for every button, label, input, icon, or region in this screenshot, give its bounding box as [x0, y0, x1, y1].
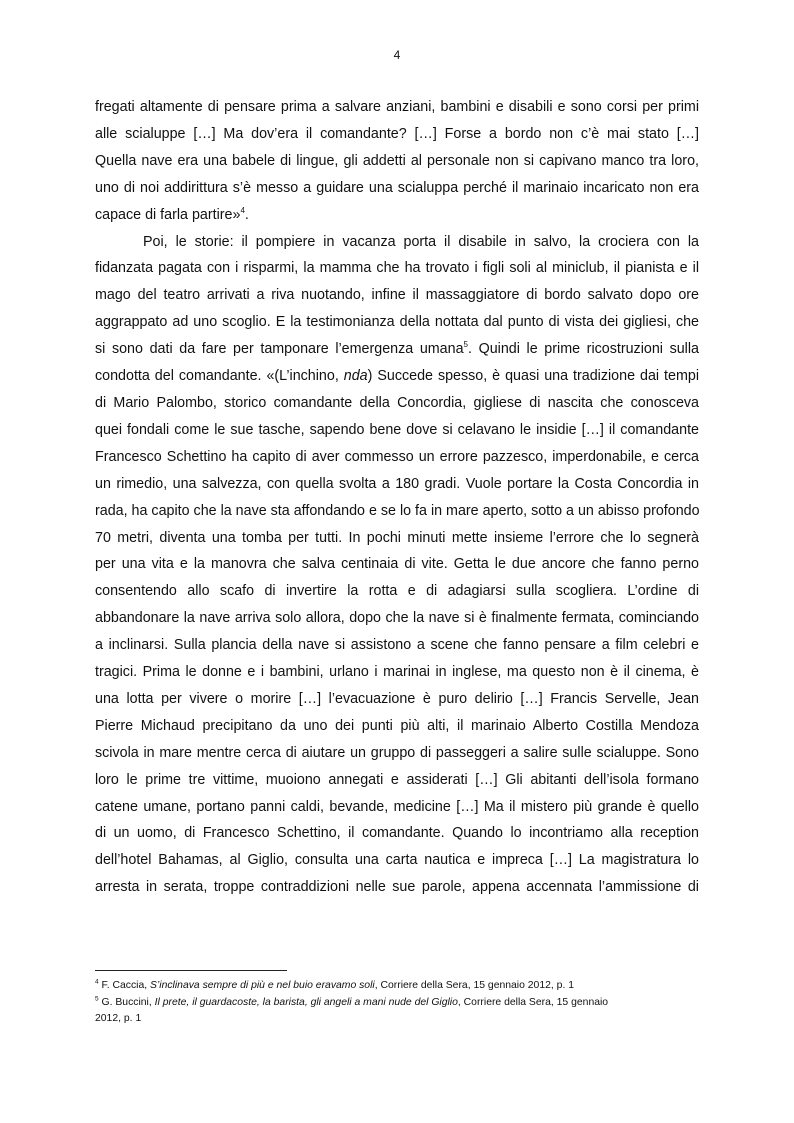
footnote-source-continued: 2012, p. 1: [95, 1013, 142, 1025]
text-line: rada, ha capito che la nave sta affondando e se lo fa in mare aperto, sotto a un abisso profondo: [95, 502, 700, 519]
text-line: una lotta per vivere o morire […] l’evacuazione è puro delirio […] Francis Servelle, Jean: [95, 690, 699, 707]
body-text: [95, 94, 699, 901]
text-line: aggrappato ad uno scoglio. E la testimonianza della nottata dal punto di vista dei gigliesi, che: [95, 314, 699, 331]
footnote-author: G. Buccini,: [101, 996, 155, 1008]
text-fragment: condotta del comandante. «(L’inchino,: [95, 368, 344, 385]
text-line: consentendo allo scafo di invertire la rotta e di adagiarsi sulla scogliera. L’ordine di: [95, 583, 699, 600]
text-line: per una vita e la manovra che salva centinaia di vite. Getta le due ancore che fanno perno: [95, 556, 699, 573]
text-line: Francesco Schettino ha capito di aver commesso un errore pazzesco, imperdonabile, e cerca: [95, 448, 699, 465]
text-line: tragici. Prima le donne e i bambini, urlano i marinai in inglese, ma questo non è il cinema, è: [95, 664, 699, 681]
text-line: [95, 336, 699, 363]
text-line: loro le prime tre vittime, muoiono annegati e assiderati […] Gli abitanti dell’isola formano: [95, 771, 699, 788]
text-line: alle scialuppe […] Ma dov’era il comandante? […] Forse a bordo non c’è mai stato […]: [95, 125, 699, 142]
text-line: di Mario Palombo, storico comandante della Concordia, gigliese di nascita che conosceva: [95, 394, 699, 411]
text-line: fregati altamente di pensare prima a salvare anziani, bambini e disabili e sono corsi per primi: [95, 99, 699, 115]
text-line: 70 metri, diventa una tomba per tutti. In pochi minuti mette insieme l’errore che lo segnerà: [95, 529, 699, 546]
text-line: dell’hotel Bahamas, al Giglio, consulta una carta nautica e impreca […] La magistratura lo: [95, 852, 699, 869]
text-line: Quella nave era una babele di lingue, gli addetti al personale non si capivano manco tra loro,: [95, 152, 699, 169]
text-line: Pierre Michaud precipitano da uno dei punti più alti, il marinaio Alberto Costilla Mendoza: [95, 717, 699, 734]
footnote-ref-5: 5: [463, 340, 468, 350]
footnote-title: Il prete, il guardacoste, la barista, gli angeli a mani nude del Giglio: [154, 996, 458, 1008]
text-line: uno di noi addirittura s’è messo a guidare una scialuppa perché il marinaio incaricato non era: [95, 179, 699, 196]
footnote-title: S’inclinava sempre di più e nel buio eravamo soli: [150, 980, 375, 991]
text-fragment: ) Succede spesso, è quasi una tradizione dai tempi: [367, 368, 699, 385]
footnote-separator: [95, 970, 287, 971]
text-fragment: . Quindi le prime ricostruzioni sulla: [468, 341, 699, 358]
footnotes: [95, 978, 699, 1028]
footnote-4: [95, 978, 699, 995]
text-line: fidanzata pagata con i risparmi, la mamma che ha trovato i figli soli al miniclub, il pianista e il: [95, 260, 699, 277]
footnote-source: , Corriere della Sera, 15 gennaio 2012, p. 1: [374, 980, 575, 991]
text-line: mago del teatro arrivati a riva nuotando, infine il massaggiatore di bordo salvato dopo ore: [95, 287, 699, 304]
text-line: catene umane, portano panni caldi, bevande, medicine […] Ma il mistero più grande è quello: [95, 798, 699, 815]
text-line: di un uomo, di Francesco Schettino, il comandante. Quando lo incontriamo alla reception: [95, 825, 699, 842]
text-line: quei fondali come le sue tasche, sapendo bene dove si celavano le insidie […] il comandante: [95, 421, 699, 438]
footnote-author: F. Caccia,: [101, 980, 151, 991]
footnote-source: , Corriere della Sera, 15 gennaio: [457, 996, 609, 1008]
footnote-marker: 4: [95, 978, 99, 986]
text-line: un rimedio, una salvezza, con quella svolta a 180 gradi. Vuole portare la Costa Concordia in: [95, 475, 699, 492]
footnote-5: [95, 995, 699, 1028]
text-line: capace di farla partire»$^4$.: [95, 205, 249, 223]
italic-fragment: nda: [343, 368, 368, 385]
text-line: arresta in serata, troppe contraddizioni nelle sue parole, appena accennata l’ammissione di: [95, 879, 699, 896]
text-line: scivola in mare mentre cerca di aiutare un gruppo di passeggeri a salire sulle scialuppe. Sono: [95, 744, 699, 761]
paragraph-first-line: Poi, le storie: il pompiere in vacanza porta il disabile in salvo, la crociera con la: [143, 233, 699, 250]
text-line: [95, 363, 699, 390]
text-line: a inclinarsi. Sulla plancia della nave si assistono a scene che fanno pensare a film celebri e: [95, 637, 699, 654]
text-fragment: si sono dati da fare per tamponare l’emergenza umana: [95, 341, 464, 358]
text-fragment: capace di farla partire»: [95, 206, 241, 223]
page-number: 4: [393, 48, 401, 62]
footnote-marker: 5: [95, 995, 99, 1003]
footnote-ref-4: 4: [240, 205, 245, 215]
text-line: abbandonare la nave arriva solo allora, dopo che la nave si è finalmente fermata, cominciando: [95, 610, 699, 627]
